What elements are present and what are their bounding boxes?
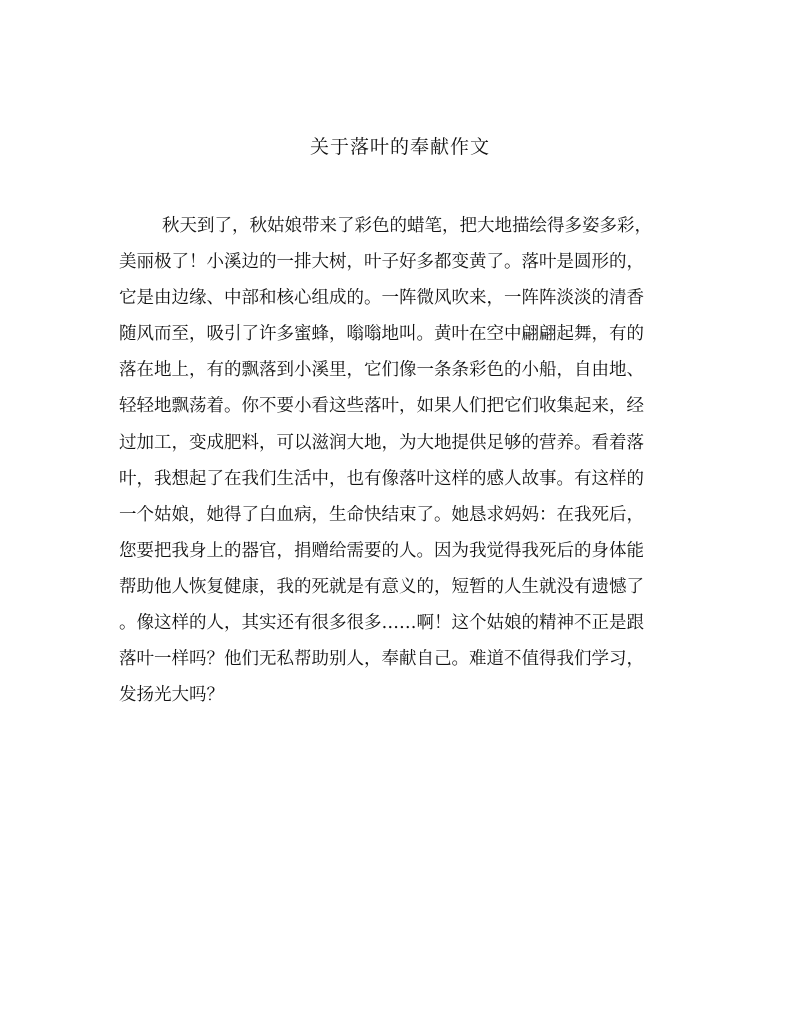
essay-line: 随风而至，吸引了许多蜜蜂，嗡嗡地叫。黄叶在空中翩翩起舞，有的 [119,324,644,345]
essay-line: 您要把我身上的器官，捐赠给需要的人。因为我觉得我死后的身体能 [119,540,644,561]
essay-line: 帮助他人恢复健康，我的死就是有意义的，短暂的人生就没有遗憾了 [119,576,644,597]
essay-line: 叶，我想起了在我们生活中，也有像落叶这样的感人故事。有这样的 [119,468,644,489]
essay-line: 落在地上，有的飘落到小溪里，它们像一条条彩色的小船，自由地、 [119,360,644,381]
essay-line: 轻轻地飘荡着。你不要小看这些落叶，如果人们把它们收集起来，经 [119,396,644,417]
essay-line: 。像这样的人，其实还有很多很多……啊！这个姑娘的精神不正是跟 [119,613,644,634]
essay-line: 美丽极了！小溪边的一排大树，叶子好多都变黄了。落叶是圆形的， [119,252,644,273]
essay-body [119,208,679,713]
document-title: 关于落叶的奉献作文 [309,136,490,158]
essay-line: 它是由边缘、中部和核心组成的。一阵微风吹来，一阵阵淡淡的清香 [119,288,644,309]
essay-line: 过加工，变成肥料，可以滋润大地，为大地提供足够的营养。看着落 [119,432,644,453]
essay-line: 落叶一样吗？他们无私帮助别人，奉献自己。难道不值得我们学习， [119,649,644,670]
essay-line: 秋天到了，秋姑娘带来了彩色的蜡笔，把大地描绘得多姿多彩， [162,216,652,236]
essay-line: 发扬光大吗？ [119,685,224,706]
essay-line: 一个姑娘，她得了白血病，生命快结束了。她恳求妈妈：在我死后， [119,504,644,525]
